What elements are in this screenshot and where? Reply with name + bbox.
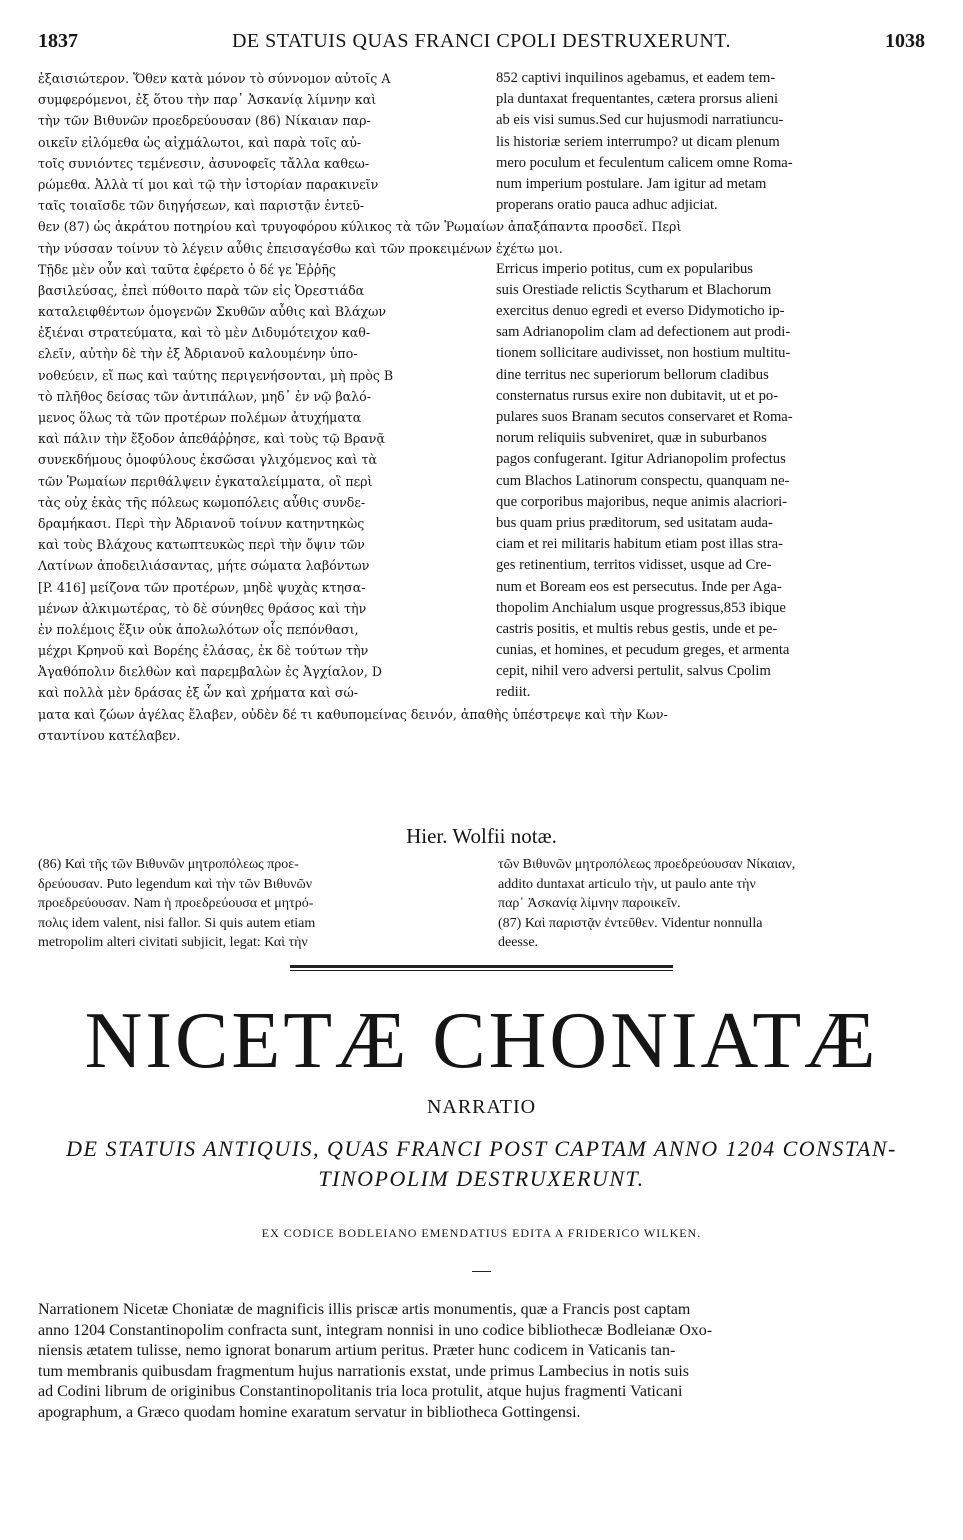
greek-text-line: μενος ὅλως τὰ τῶν προτέρων πολέμων ἀτυχήματα (38, 410, 362, 425)
intro-text-line: anno 1204 Constantinopolim confracta sunt, integram nonnisi in uno codice bibliothecæ Bodleianæ Oxo- (38, 1321, 713, 1339)
divider-rule-thin (290, 970, 673, 971)
latin-text-line: sam Adrianopolim clam ad defectionem aut prodi- (496, 324, 791, 341)
latin-column (496, 68, 928, 216)
latin-text-line: suis Orestiade relictis Scytharum et Blachorum (496, 281, 772, 298)
latin-text-line: properans oratio pauca adhuc adjiciat. (496, 197, 718, 214)
greek-full-width-2 (38, 704, 928, 746)
latin-text-line: 852 captivi inquilinos agebamus, et eadem tem- (496, 70, 776, 86)
greek-full-line: θεν (87) ὡς ἀκράτου ποτηρίου καὶ τρυγοφόρου κύλικος τὰ τῶν Ῥωμαίων ἀπαξάπαντα προσδεῖ. Περὶ (38, 219, 682, 235)
greek-text-line: ταῖς τοιαῖσδε τῶν διηγήσεων, καὶ παριστᾷν ἐντεῦ- (38, 198, 365, 214)
notes-left-column (38, 855, 468, 953)
page-number-left: 1837 (38, 30, 78, 52)
greek-text-line: Λατίνων ἀποδειλιάσαντας, μήτε σώματα λαβόντων (38, 558, 370, 574)
greek-text-line: ελεῖν, αὐτὴν δὲ τὴν ἐξ Ἀδριανοῦ καλουμένην ὑπο- (38, 346, 358, 362)
greek-full-width (38, 216, 928, 258)
intro-text-line: tum membranis quibusdam fragmentum hujus narrationis exstat, unde primus Lambecius in notis suis (38, 1362, 690, 1380)
note-text-line: προεδρεύουσαν. Nam ἡ προεδρεύουσα et μητρό- (38, 896, 314, 911)
greek-text-line: καὶ τοὺς Βλάχους κατωπτευκὼς περὶ τὴν ὄψιν τῶν (38, 537, 365, 553)
greek-column (38, 68, 486, 216)
latin-text-line: tionem sollicitare audivisset, non hostium multitu- (496, 345, 791, 362)
greek-text-line: ρώμεθα. Ἀλλὰ τί μοι καὶ τῷ τὴν ἱστορίαν παρακινεῖν (38, 176, 379, 192)
latin-text-line: pulares suos Branam secutos conservaret et Roma- (496, 409, 793, 425)
latin-column-2 (496, 259, 928, 704)
greek-column-2 (38, 259, 486, 704)
parallel-columns-2 (38, 259, 928, 704)
latin-text-line: num imperium postulare. Jam igitur ad metam (496, 175, 767, 192)
greek-text-line: Τῇδε μὲν οὖν καὶ ταῦτα ἐφέρετο ὁ δέ γε Ἐῤῥῆς (38, 261, 336, 277)
notes-right-column (498, 855, 928, 953)
greek-text-line: ἐξαισιώτερον. Ὅθεν κατὰ μόνον τὸ σύννομον αὐτοῖς A (38, 71, 391, 86)
work-subheading: NARRATIO (426, 1096, 537, 1118)
greek-text-line: τὸ πλῆθος δείσας τῶν ἀντιπάλων, μηδ᾽ ἐν νῷ βαλό- (38, 388, 371, 404)
greek-full-line: ματα καὶ ζώων ἀγέλας ἔλαβεν, οὐδὲν δέ τι καθυπομείνας δεινόν, ἀπαθὴς ὑπέστρεψε καὶ τὴν Κων- (38, 706, 668, 722)
note-text-line: (87) Καὶ παριστᾷν ἐντεῦθεν. Videntur nonnulla (498, 915, 763, 931)
latin-text-line: exercitus denuo egredi et everso Didymoticho ip- (496, 303, 785, 320)
greek-text-line: νοθεύειν, εἴ πως καὶ ταύτης περιγενήσονται, μὴ πρὸς B (38, 367, 394, 383)
latin-text-line: cum Blachos Latinorum conspectu, quanquam ne- (496, 472, 790, 489)
greek-text-line: τοῖς συνιόντες τεμένεσιν, ἀσυνοφεῖς τἄλλα καθεω- (38, 155, 370, 171)
note-text-line: τῶν Βιθυνῶν μητροπόλεως προεδρεύουσαν Νίκαιαν, (498, 857, 796, 872)
greek-text-line: ἐν πολέμοις ἕξιν οὐκ ἀπολωλότων οἷς πεπόνθασι, (38, 621, 359, 637)
notes-heading: Hier. Wolfii notæ. (406, 824, 557, 848)
work-title: NICETÆ CHONIATÆ (84, 997, 879, 1085)
greek-text-line: [P. 416] μείζονα τῶν προτέρων, μηδὲ ψυχὰς κτησα- (38, 579, 366, 595)
latin-text-line: dine territus nec superiorum bellorum cladibus (496, 366, 769, 383)
notes (38, 855, 928, 953)
latin-text-line: lis historiæ seriem interrumpo? ut dicam plenum (496, 133, 780, 150)
greek-text-line: συνεκδήμους ὁμοφύλους ἐκσῶσαι γλιχόμενος καὶ τὰ (38, 452, 377, 468)
latin-text-line: pagos confugerant. Igitur Adrianopolim profectus (496, 451, 786, 468)
latin-text-line: mero poculum et feculentum calicem omne Roma- (496, 154, 793, 171)
greek-text-line: οικεῖν εἰλόμεθα ὡς αἰχμάλωτοι, καὶ παρὰ τοῖς αὐ- (38, 134, 362, 150)
latin-text-line: thopolim Anchialum usque progressus,853 ibique (496, 599, 786, 616)
introduction-paragraph (38, 1300, 926, 1423)
latin-text-line: castris positis, et multis rebus gestis, unde et pe- (496, 620, 778, 637)
intro-text-line: Narrationem Nicetæ Choniatæ de magnificis illis priscæ artis monumentis, quæ a Francis post captam (38, 1301, 691, 1318)
running-header (38, 30, 925, 56)
note-text-line: παρ᾽ Ἀσκανίᾳ λίμνην παροικεῖν. (498, 896, 681, 911)
greek-text-line: μένων ἀλκιμωτέρας, τὸ δὲ σύνηθες θράσος καὶ τὴν (38, 600, 367, 616)
latin-text-line: bus quam prius præditorum, sed usitatam auda- (496, 514, 773, 531)
greek-full-line: σταντίνου κατέλαβεν. (38, 727, 181, 743)
greek-text-line: ἐξιέναι στρατεύματα, καὶ τὸ μὲν Διδυμότειχον καθ- (38, 325, 371, 341)
parallel-columns-1 (38, 68, 928, 216)
greek-text-line: καὶ πολλὰ μὲν δράσας ἐξ ὧν καὶ χρήματα καὶ σώ- (38, 685, 359, 701)
intro-text-line: niensis ætatem tulisse, nemo ignorat bonarum artium peritus. Præter hunc codicem in Vaticanis tan- (38, 1342, 676, 1359)
latin-text-line: ciam et rei militaris habitum etiam post illas stra- (496, 536, 783, 553)
latin-text-line: pla duntaxat frequentantes, cætera prorsus alieni (496, 91, 779, 108)
greek-text-line: καταλειφθέντων ὁμογενῶν Σκυθῶν αὖθις καὶ Βλάχων (38, 304, 387, 320)
note-text-line: addito duntaxat articulo τὴν, ut paulo ante τὴν (498, 876, 756, 892)
note-text-line: δρεύουσαν. Puto legendum καὶ τὴν τῶν Βιθυνῶν (38, 876, 313, 892)
latin-text-line: ab eis visi sumus.Sed cur hujusmodi narratiuncu- (496, 112, 784, 129)
greek-text-line: δραμήκασι. Περὶ τὴν Ἀδριανοῦ τοίνυν κατηντηκὼς (38, 515, 365, 531)
greek-text-line: Ἀγαθόπολιν διελθὼν καὶ παρεμβαλὼν ἐς Ἀγχίαλον, D (38, 664, 383, 680)
greek-text-line: μέχρι Κρηνοῦ καὶ Βορέης ἐλάσας, ἐκ δὲ τούτων τὴν (38, 643, 369, 659)
latin-text-line: ges retinentium, territos vidisset, usque ad Cre- (496, 557, 772, 574)
latin-text-line: que corporibus majoribus, neque animis alacriori- (496, 493, 787, 510)
edition-note: EX CODICE BODLEIANO EMENDATIUS EDITA A FRIDERICO WILKEN. (261, 1226, 702, 1240)
intro-text-line: ad Codini librum de originibus Constantinopolitanis tria loca protulit, atque hujus fragmenti Vaticani (38, 1383, 683, 1400)
running-title: DE STATUIS QUAS FRANCI CPOLI DESTRUXERUNT. (231, 30, 732, 52)
short-dash (472, 1271, 491, 1272)
divider-rule-thick (290, 965, 673, 968)
main-text (38, 68, 928, 746)
note-text-line: metropolim alteri civitati subjicit, legat: Καὶ τὴν (38, 935, 308, 950)
latin-text-line: consternatus rursus exire non dubitavit, ut et po- (496, 387, 779, 404)
latin-text-line: norum reliquiis subveniret, quæ in suburbanos (496, 430, 767, 447)
subtitle-line-2: TINOPOLIM DESTRUXERUNT. (318, 1166, 645, 1191)
greek-text-line: καὶ πάλιν τὴν ἔξοδον ἀπεθάῤῥησε, καὶ τοὺς τῷ Βρανᾷ (38, 431, 385, 447)
work-subtitle (36, 1134, 927, 1194)
greek-text-line: τῶν Ῥωμαίων περιθάλψειν ἐγκαταλείμματα, οἳ περὶ (38, 473, 373, 489)
latin-text-line: rediit. (496, 684, 531, 701)
latin-text-line: Erricus imperio potitus, cum ex popularibus (496, 260, 753, 277)
greek-text-line: τὰς οὐχ ἑκὰς τῆς πόλεως κωμοπόλεις αὖθις συνδε- (38, 494, 366, 510)
page-number-right: 1038 (885, 30, 925, 52)
note-text-line: (86) Καὶ τῆς τῶν Βιθυνῶν μητροπόλεως προε- (38, 857, 299, 872)
latin-text-line: cepit, nihil vero adversi pertulit, salvus Cpolim (496, 663, 771, 680)
intro-text-line: apographum, a Græco quodam homine exaratum servatur in bibliotheca Gottingensi. (38, 1403, 581, 1421)
latin-text-line: cunias, et homines, et pecudum greges, et armenta (496, 642, 790, 659)
greek-text-line: βασιλεύσας, ἐπεὶ πύθοιτο παρὰ τῶν εἰς Ὀρεστιάδα (38, 282, 365, 298)
note-text-line: deesse. (498, 935, 539, 950)
note-text-line: πολις idem valent, nisi fallor. Si quis autem etiam (38, 915, 316, 931)
greek-text-line: τὴν τῶν Βιθυνῶν προεδρεύουσαν (86) Νίκαιαν παρ- (38, 113, 371, 129)
subtitle-line-1: DE STATUIS ANTIQUIS, QUAS FRANCI POST CAPTAM ANNO 1204 CONSTAN- (66, 1136, 897, 1161)
greek-full-line: τὴν νύσσαν τοίνυν τὸ λέγειν αὖθις ἐπεισαγέσθω καὶ τῶν προκειμένων ἐχέτω μοι. (38, 240, 563, 256)
greek-text-line: συμφερόμενοι, ἐξ ὅτου τὴν παρ᾽ Ἀσκανίᾳ λίμνην καὶ (38, 92, 377, 108)
latin-text-line: num et Boream eos est persecutus. Inde per Aga- (496, 578, 782, 595)
